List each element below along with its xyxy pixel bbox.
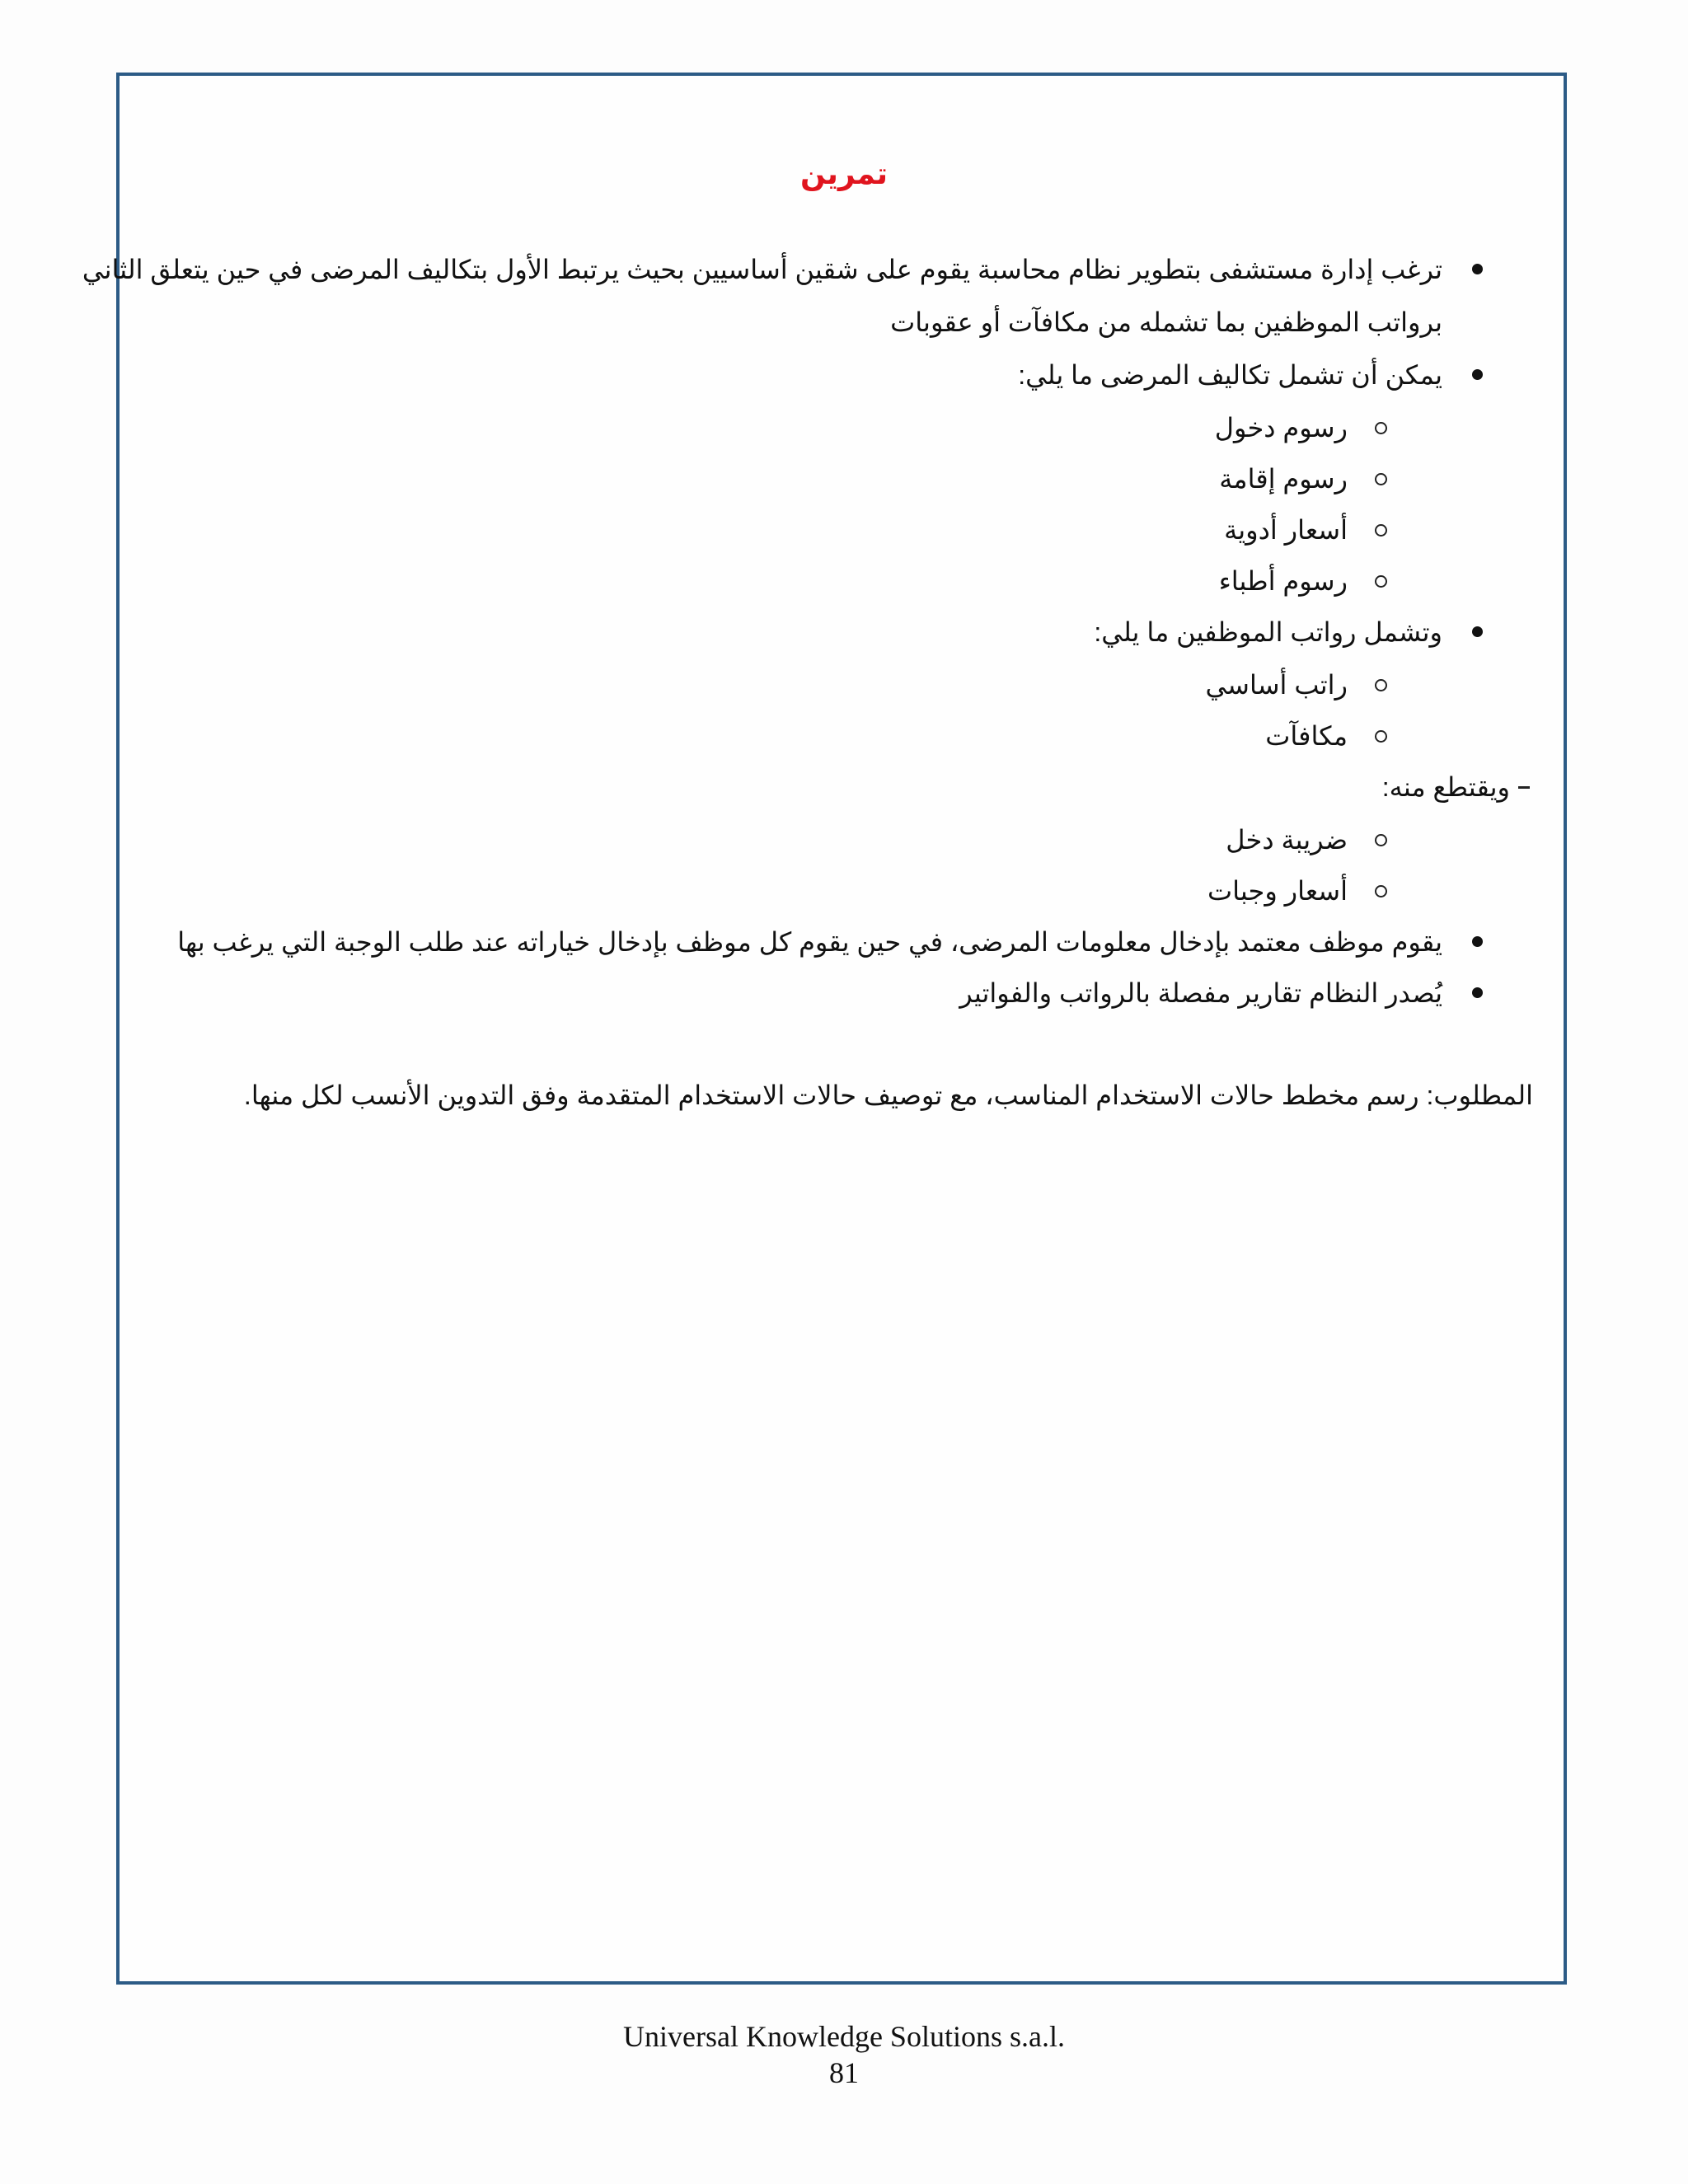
bullet-2-text: يمكن أن تشمل تكاليف المرضى ما يلي: — [1018, 360, 1442, 390]
sub-bullet-icon — [1375, 679, 1387, 691]
sub-bullet-icon — [1375, 524, 1387, 537]
sub-bullet-icon — [1375, 885, 1387, 898]
footer-page-number: 81 — [829, 2056, 859, 2089]
sub-bullet-icon — [1375, 575, 1387, 588]
sub-item-stay-fees: رسوم إقامة — [1219, 464, 1348, 494]
deduction-heading: ويقتطع منه: — [1381, 772, 1510, 802]
bullet-1-line-2: برواتب الموظفين بما تشمله من مكافآت أو عقوبات — [890, 307, 1442, 337]
bullet-1-line-1: ترغب إدارة مستشفى بتطوير نظام محاسبة يقوم على شقين أساسيين بحيث يرتبط الأول بتكاليف المرضى في حين يتعلق الثاني — [82, 255, 1442, 284]
bullet-3-text: وتشمل رواتب الموظفين ما يلي: — [1094, 617, 1442, 647]
sub-item-doctor-fees: رسوم أطباء — [1218, 566, 1348, 596]
required-text: المطلوب: رسم مخطط حالات الاستخدام المناسب، مع توصيف حالات الاستخدام المتقدمة وفق التدوين الأنسب لكل منها. — [243, 1080, 1533, 1110]
sub-bullet-icon — [1375, 473, 1387, 485]
page-title: تمرين — [800, 157, 888, 190]
bullet-4-text: يقوم موظف معتمد بإدخال معلومات المرضى، في حين يقوم كل موظف بإدخال خياراته عند طلب الوجبة التي يرغب بها — [177, 927, 1442, 957]
bullet-2-icon — [1472, 369, 1483, 380]
sub-bullet-icon — [1375, 730, 1387, 743]
bullet-1-icon — [1472, 264, 1483, 274]
sub-item-base-salary: راتب أساسي — [1205, 670, 1348, 700]
sub-item-entry-fees: رسوم دخول — [1214, 413, 1348, 443]
bullet-4-icon — [1472, 936, 1483, 947]
sub-item-meal-prices: أسعار وجبات — [1207, 876, 1348, 906]
dash-icon — [1518, 786, 1530, 789]
sub-item-income-tax: ضريبة دخل — [1226, 825, 1348, 855]
bullet-3-icon — [1472, 626, 1483, 637]
sub-bullet-icon — [1375, 834, 1387, 846]
sub-item-bonuses: مكافآت — [1265, 721, 1348, 751]
sub-item-medicine-prices: أسعار أدوية — [1224, 515, 1348, 545]
footer-company: Universal Knowledge Solutions s.a.l. — [623, 2020, 1065, 2053]
sub-bullet-icon — [1375, 422, 1387, 434]
bullet-5-icon — [1472, 987, 1483, 998]
bullet-5-text: يُصدر النظام تقارير مفصلة بالرواتب والفواتير — [959, 978, 1442, 1008]
